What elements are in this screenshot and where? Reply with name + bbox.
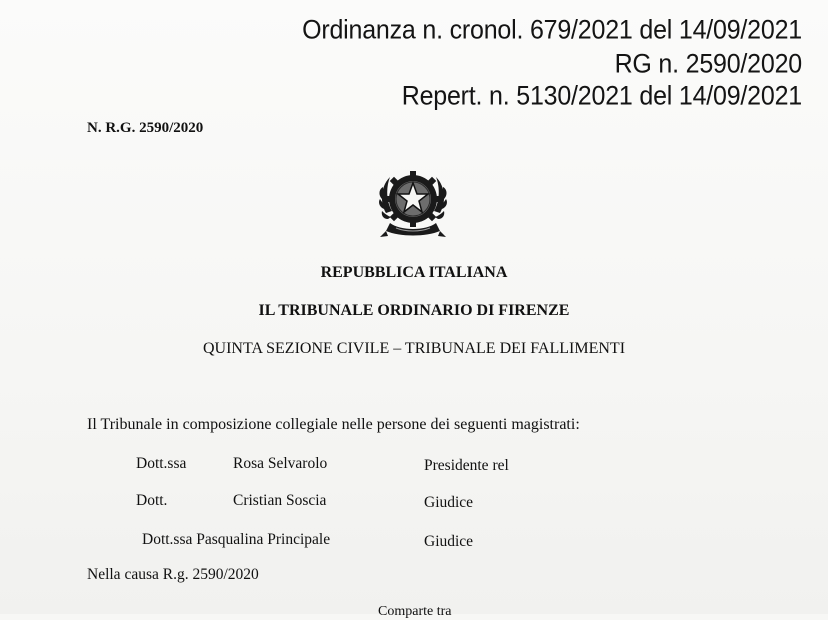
magistrate-2-name: Cristian Soscia	[233, 492, 327, 509]
stamp-rg-number: RG n. 2590/2020	[614, 49, 802, 79]
intro-paragraph: Il Tribunale in composizione collegiale nelle persone dei seguenti magistrati:	[87, 416, 580, 433]
rg-number: N. R.G. 2590/2020	[87, 120, 204, 136]
italian-republic-emblem-icon	[376, 165, 450, 241]
magistrate-2-role: Giudice	[424, 494, 474, 511]
court-heading: IL TRIBUNALE ORDINARIO DI FIRENZE	[258, 302, 570, 319]
magistrate-1-role: Presidente rel	[424, 457, 509, 474]
republic-heading: REPUBBLICA ITALIANA	[320, 264, 508, 281]
truncated-line: Comparte tra	[378, 604, 452, 619]
stamp-order-number: Ordinanza n. cronol. 679/2021 del 14/09/2021	[302, 15, 802, 45]
magistrate-3-role: Giudice	[424, 533, 474, 550]
magistrate-2-title: Dott.	[136, 492, 168, 509]
case-line: Nella causa R.g. 2590/2020	[87, 566, 259, 583]
section-heading: QUINTA SEZIONE CIVILE – TRIBUNALE DEI FALLIMENTI	[202, 340, 626, 357]
magistrate-3-title-name: Dott.ssa Pasqualina Principale	[142, 531, 331, 548]
magistrate-1-name: Rosa Selvarolo	[233, 455, 328, 472]
stamp-repert-number: Repert. n. 5130/2021 del 14/09/2021	[401, 81, 802, 111]
magistrate-1-title: Dott.ssa	[136, 455, 187, 472]
